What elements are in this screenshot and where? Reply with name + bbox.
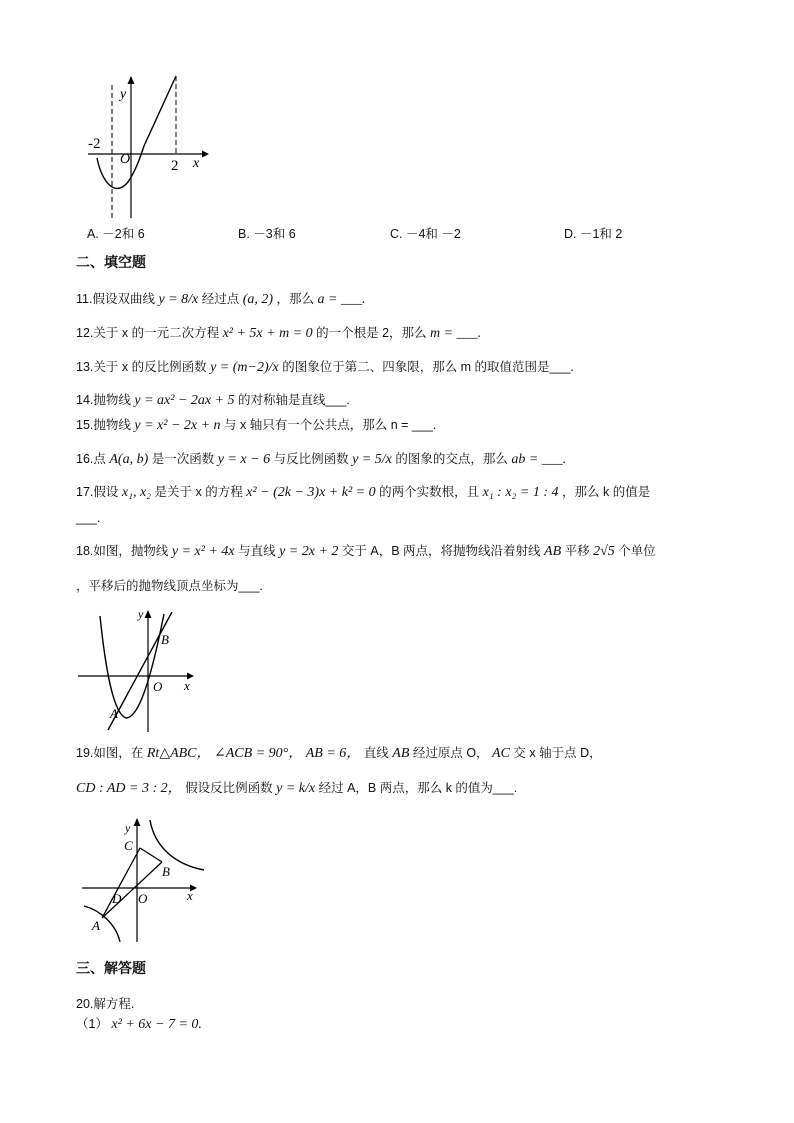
function-curve [97, 76, 176, 188]
figure-3-graph [80, 814, 210, 944]
x-axis-label: x [184, 678, 190, 693]
point-a-label: A [110, 706, 118, 721]
y-axis-label: y [125, 821, 131, 835]
q14-math-parabola: y = ax² − 2ax + 5 [134, 393, 235, 408]
q19-mid3: 交 x 轴于点 D， [513, 746, 602, 760]
q11-mid: 经过点 [201, 292, 240, 306]
x-axis-arrow [202, 151, 209, 158]
point-a-label: A [92, 918, 100, 933]
q17-mid: 是关于 x 的方程 [154, 485, 243, 499]
q18-math-distance: 2√5 [593, 544, 615, 559]
point-b-label: B [161, 632, 169, 647]
q16-mid3: 的图象的交点，那么 [395, 452, 508, 466]
question-18-line2: ，平移后的抛物线顶点坐标为___. [76, 579, 263, 593]
origin-label: O [120, 152, 131, 167]
q13-math-function: y = (m−2)/x [210, 360, 279, 375]
q18-math-line: y = 2x + 2 [279, 544, 339, 559]
question-16 [76, 451, 566, 468]
q13-prefix: 13.关于 x 的反比例函数 [76, 360, 207, 374]
q12-prefix: 12.关于 x 的一元二次方程 [76, 326, 220, 340]
q14-prefix: 14.抛物线 [76, 393, 131, 407]
option-b: B. －3和 6 [238, 227, 296, 241]
point-b-label: B [162, 864, 170, 879]
q19-math-ratio: CD : AD = 3 : 2， [76, 781, 182, 796]
question-17 [76, 484, 650, 501]
point-d-label: D [112, 891, 122, 906]
section-heading-answer: 三、解答题 [76, 960, 146, 976]
q17-mid2: 的两个实数根，且 [379, 485, 480, 499]
q12-math-answer: m = ___. [430, 326, 482, 341]
q18-suffix: 个单位 [618, 544, 656, 558]
parabola-curve [100, 614, 164, 718]
question-20-title: 20.解方程. [76, 997, 135, 1011]
option-d: D. －1和 2 [564, 227, 623, 241]
question-19-line2 [76, 780, 517, 797]
q16-mid2: 与反比例函数 [273, 452, 349, 466]
y-axis-label: y [120, 87, 127, 102]
q19-prefix: 19.如图，在 [76, 746, 144, 760]
x-axis-label: x [193, 156, 200, 171]
q18-math-ray: AB [544, 544, 562, 559]
question-20-part1 [76, 1016, 202, 1033]
segment-cb [140, 848, 162, 862]
neg-tick-label: -2 [88, 136, 101, 152]
section-heading-fill-blank: 二、填空题 [76, 254, 146, 270]
question-14 [76, 392, 350, 409]
q18-math-parabola: y = x² + 4x [171, 544, 235, 559]
q16-math-linear: y = x − 6 [217, 452, 271, 467]
q17-math-ratio: x₁ : x₂ = 1 : 4 [482, 485, 559, 500]
q19-math-triangle: Rt△ABC， [146, 746, 211, 761]
q19-math-ac: AC [492, 746, 510, 761]
x-axis-label: x [187, 888, 193, 903]
figure-2-graph [76, 604, 200, 734]
origin-label: O [138, 891, 148, 906]
q12-mid: 的一个根是 2，那么 [316, 326, 427, 340]
q11-math-answer: a = ___. [317, 292, 366, 307]
q16-mid: 是一次函数 [151, 452, 215, 466]
segment-ab [102, 862, 162, 918]
q15-suffix: 与 x 轴只有一个公共点，那么 n = ___. [224, 418, 437, 432]
option-a: A. －2和 6 [87, 227, 145, 241]
q18-mid2: 交于 A，B 两点，将抛物线沿着射线 [341, 544, 541, 558]
q19-math-ab-line: AB [392, 746, 410, 761]
q15-math-parabola: y = x² − 2x + n [134, 418, 221, 433]
question-12 [76, 325, 481, 342]
hyperbola-branch-lower [84, 906, 120, 942]
hyperbola-branch-upper [150, 820, 204, 870]
origin-label: O [153, 679, 163, 694]
q20-part1-prefix: （1） [76, 1017, 108, 1031]
option-c: C. －4和 －2 [390, 227, 461, 241]
q17-math-equation: x² − (2k − 3)x + k² = 0 [246, 485, 376, 500]
q18-mid: 与直线 [238, 544, 276, 558]
q17-math-x1: x₁, [121, 485, 137, 500]
q11-math-point: (a, 2) [242, 292, 274, 307]
question-11 [76, 291, 365, 308]
q13-suffix: 的图象位于第二、四象限，那么 m 的取值范围是___. [282, 360, 574, 374]
q18-mid3: 平移 [564, 544, 590, 558]
q17-math-x2: x₂ [139, 485, 152, 500]
question-19 [76, 745, 602, 762]
segment-ac [102, 848, 140, 918]
pos-tick-label: 2 [171, 158, 179, 174]
q11-mid2: ，那么 [276, 292, 315, 306]
question-17-line2: ___. [76, 511, 101, 525]
q18-prefix: 18.如图，抛物线 [76, 544, 169, 558]
question-15 [76, 417, 436, 434]
q19-line2-suffix: 经过 A，B 两点，那么 k 的值为___. [318, 781, 518, 795]
y-axis-arrow [134, 818, 141, 826]
point-c-label: C [124, 838, 133, 853]
q17-prefix: 17.假设 [76, 485, 119, 499]
q16-math-inverse: y = 5/x [352, 452, 392, 467]
y-axis-label: y [138, 607, 144, 621]
q11-math-hyperbola: y = 8/x [158, 292, 199, 307]
y-axis-arrow [128, 76, 135, 84]
q16-math-point: A(a, b) [109, 452, 149, 467]
question-13 [76, 359, 574, 376]
q19-math-angle: ∠ACB = 90°， [214, 746, 303, 761]
q14-suffix: 的对称轴是直线___. [238, 393, 350, 407]
q19-math-inverse: y = k/x [276, 781, 316, 796]
q20-part1-equation: x² + 6x − 7 = 0. [111, 1017, 202, 1032]
q12-math-equation: x² + 5x + m = 0 [222, 326, 313, 341]
q19-line2-mid: 假设反比例函数 [185, 781, 273, 795]
q16-math-answer: ab = ___. [511, 452, 567, 467]
q19-math-ab: AB = 6， [305, 746, 361, 761]
question-18 [76, 543, 656, 560]
figure-1-graph [82, 70, 212, 220]
q17-suffix: ，那么 k 的值是 [562, 485, 651, 499]
q19-mid2: 经过原点 O， [412, 746, 489, 760]
q11-prefix: 11.假设双曲线 [76, 292, 155, 306]
y-axis-arrow [145, 610, 152, 618]
q16-prefix: 16.点 [76, 452, 106, 466]
q15-prefix: 15.抛物线 [76, 418, 131, 432]
q19-mid: 直线 [363, 746, 389, 760]
